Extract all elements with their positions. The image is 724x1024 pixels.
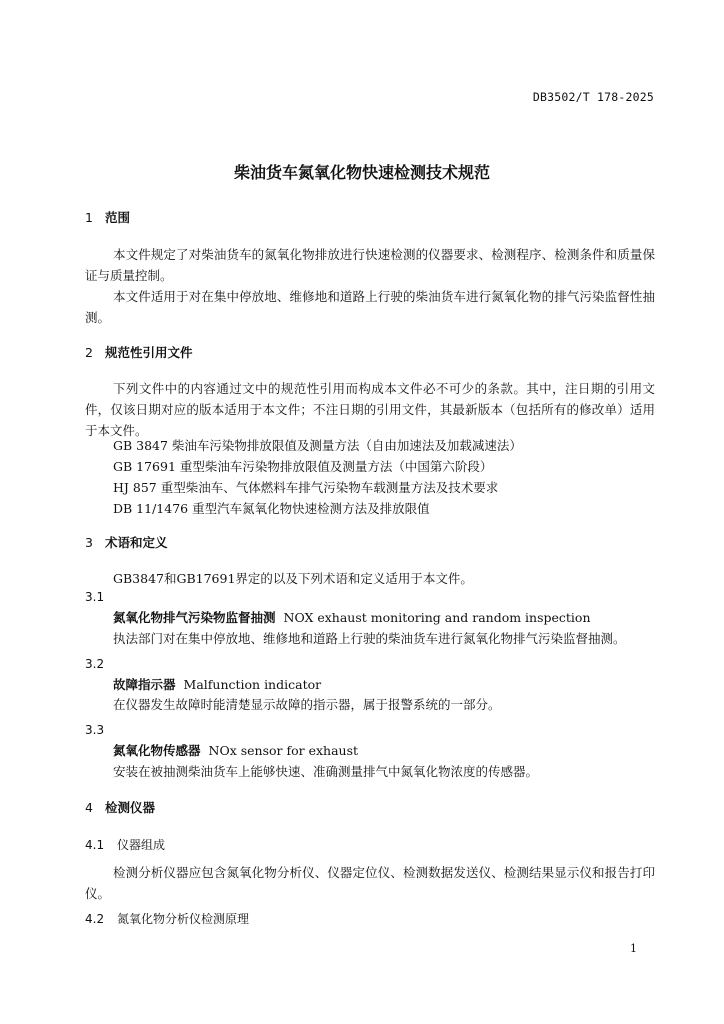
term-definition: 执法部门对在集中停放地、维修地和道路上行驶的柴油货车进行氮氧化物排气污染监督抽测。 <box>113 631 626 646</box>
term-entry <box>113 675 321 693</box>
paragraph: 本文件适用于对在集中停放地、维修地和道路上行驶的柴油货车进行氮氧化物的排气污染监督性抽测。 <box>85 289 655 325</box>
term-number: 3.2 <box>85 657 105 671</box>
normative-reference: GB 17691 重型柴油车污染物排放限值及测量方法（中国第六阶段） <box>113 459 493 474</box>
normative-reference: GB 3847 柴油车污染物排放限值及测量方法（自由加速法及加载减速法） <box>113 438 522 453</box>
section-number: 1 <box>85 210 93 225</box>
paragraph: 检测分析仪器应包含氮氧化物分析仪、仪器定位仪、检测数据发送仪、检测结果显示仪和报告打印仪。 <box>85 865 655 901</box>
section-title: 检测仪器 <box>105 800 156 815</box>
term-english: NOx sensor for exhaust <box>208 743 359 758</box>
term-entry <box>113 741 358 759</box>
term-number: 3.3 <box>85 723 105 737</box>
section-title: 范围 <box>105 210 131 225</box>
subsection-number: 4.2 <box>85 912 105 926</box>
paragraph: 下列文件中的内容通过文中的规范性引用而构成本文件必不可少的条款。其中，注日期的引用文件，仅该日期对应的版本适用于本文件；不注日期的引用文件，其最新版本（包括所有的修改单）适用于本文件。 <box>85 381 655 438</box>
subsection-title: 仪器组成 <box>117 838 166 852</box>
section-title: 规范性引用文件 <box>105 345 193 360</box>
section-title: 术语和定义 <box>105 535 168 550</box>
term-definition: 安装在被抽测柴油货车上能够快速、准确测量排气中氮氧化物浓度的传感器。 <box>113 764 539 779</box>
paragraph: 本文件规定了对柴油货车的氮氧化物排放进行快速检测的仪器要求、检测程序、检测条件和质量保证与质量控制。 <box>85 247 655 283</box>
term-chinese: 故障指示器 <box>113 677 176 692</box>
term-entry <box>113 608 591 626</box>
subsection-4-1-heading <box>85 836 165 853</box>
subsection-title: 氮氧化物分析仪检测原理 <box>117 912 250 926</box>
standard-number: DB3502/T 178-2025 <box>532 90 654 104</box>
term-chinese: 氮氧化物传感器 <box>113 743 201 758</box>
section-1-heading <box>85 208 130 226</box>
normative-reference: HJ 857 重型柴油车、气体燃料车排气污染物车载测量方法及技术要求 <box>113 480 499 495</box>
section-2-heading <box>85 343 193 361</box>
subsection-4-2-heading <box>85 910 249 927</box>
term-definition: 在仪器发生故障时能清楚显示故障的指示器，属于报警系统的一部分。 <box>113 697 501 712</box>
section-3-heading <box>85 533 168 551</box>
term-number: 3.1 <box>85 590 105 604</box>
section-number: 2 <box>85 345 93 360</box>
subsection-number: 4.1 <box>85 838 105 852</box>
term-english: NOX exhaust monitoring and random inspection <box>283 610 591 625</box>
document-title: 柴油货车氮氧化物快速检测技术规范 <box>233 163 490 182</box>
term-chinese: 氮氧化物排气污染物监督抽测 <box>113 610 276 625</box>
section-4-heading <box>85 798 155 816</box>
section-number: 3 <box>85 535 93 550</box>
paragraph: GB3847和GB17691界定的以及下列术语和定义适用于本文件。 <box>113 571 473 586</box>
term-english: Malfunction indicator <box>183 677 322 692</box>
page-number: 1 <box>630 942 637 955</box>
section-number: 4 <box>85 800 93 815</box>
normative-reference: DB 11/1476 重型汽车氮氧化物快速检测方法及排放限值 <box>113 501 430 516</box>
